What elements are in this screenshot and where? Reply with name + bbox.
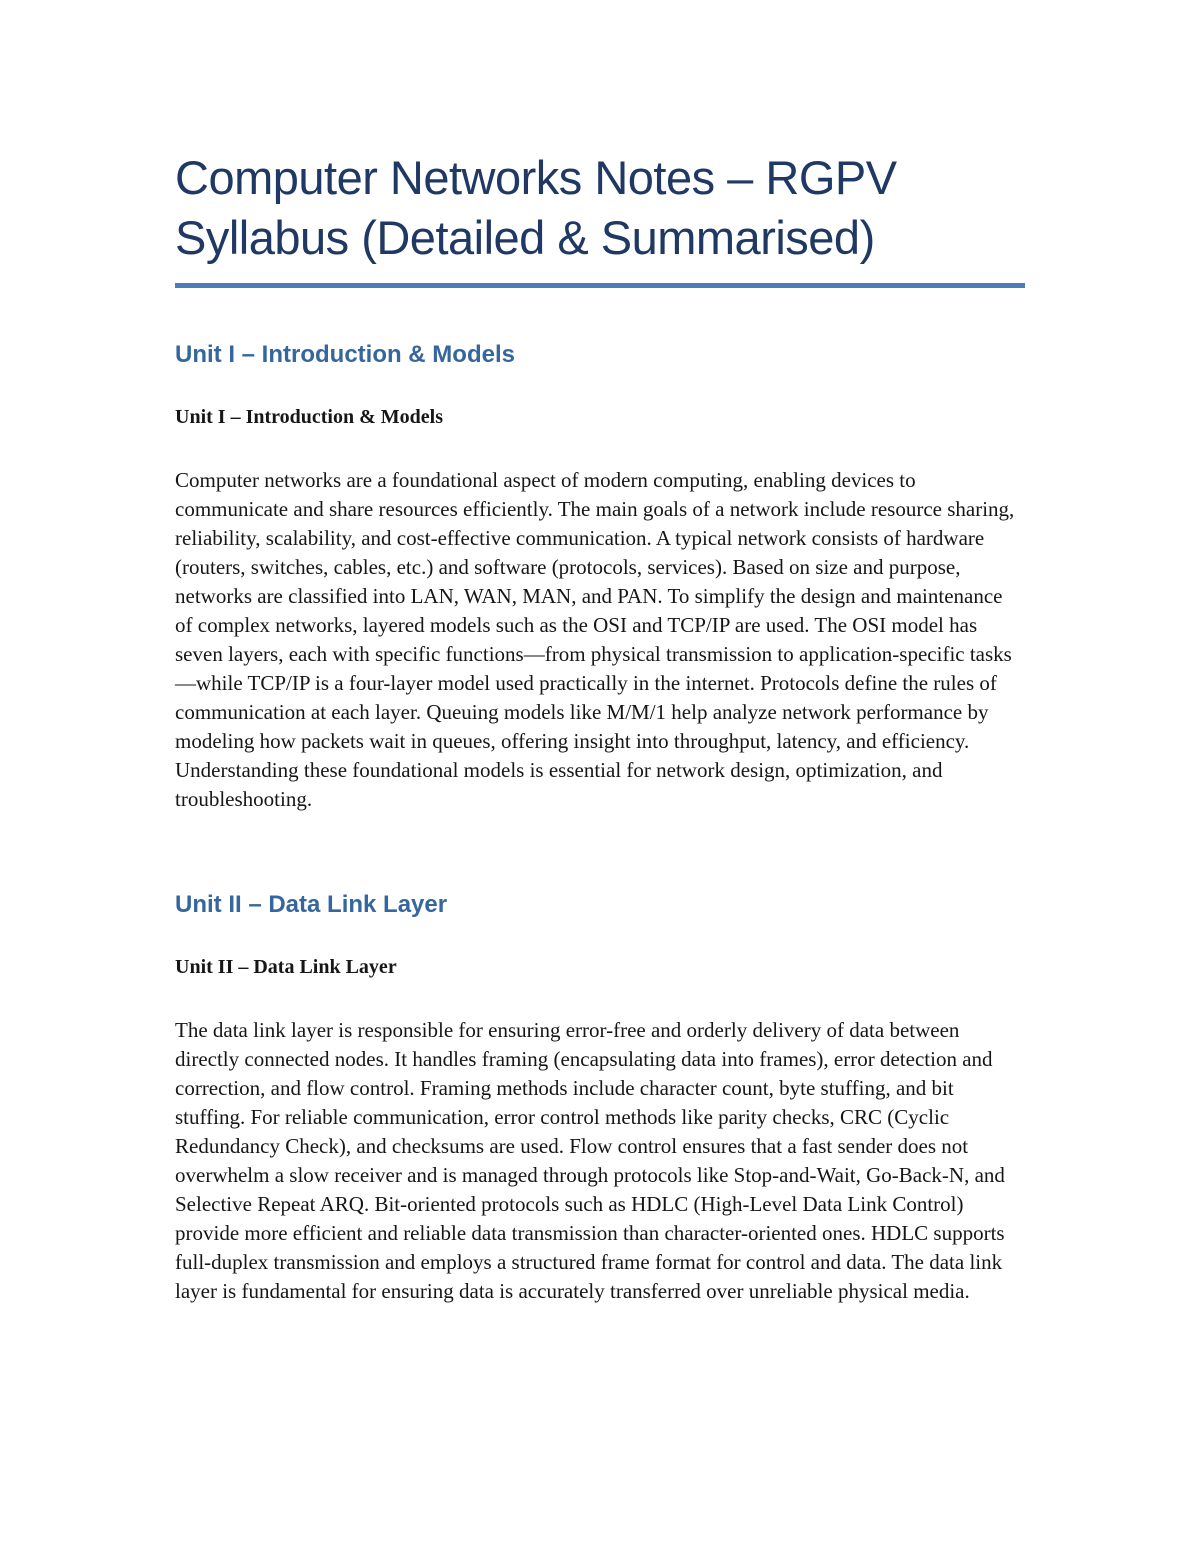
section-unit-1 xyxy=(175,340,1025,814)
unit-1-body-paragraph: Computer networks are a foundational aspect of modern computing, enabling devices to communicate and share resources efficiently. The main goals of a network include resource sharing, reliability, scalability, and cost-effective communication. A typical network consists of hardware (routers, switches, cables, etc.) and software (protocols, services). Based on size and purpose, networks are classified into LAN, WAN, MAN, and PAN. To simplify the design and maintenance of complex networks, layered models such as the OSI and TCP/IP are used. The OSI model has seven layers, each with specific functions—from physical transmission to application-specific tasks—while TCP/IP is a four-layer model used practically in the internet. Protocols define the rules of communication at each layer. Queuing models like M/M/1 help analyze network performance by modeling how packets wait in queues, offering insight into throughput, latency, and efficiency. Understanding these foundational models is essential for network design, optimization, and troubleshooting. xyxy=(175,468,1015,811)
unit-2-heading: Unit II – Data Link Layer xyxy=(175,891,448,918)
unit-1-heading: Unit I – Introduction & Models xyxy=(175,341,515,368)
unit-2-body-paragraph: The data link layer is responsible for ensuring error-free and orderly delivery of data between directly connected nodes. It handles framing (encapsulating data into frames), error detection and correction, and flow control. Framing methods include character count, byte stuffing, and bit stuffing. For reliable communication, error control methods like parity checks, CRC (Cyclic Redundancy Check), and checksums are used. Flow control ensures that a fast sender does not overwhelm a slow receiver and is managed through protocols like Stop-and-Wait, Go-Back-N, and Selective Repeat ARQ. Bit-oriented protocols such as HDLC (High-Level Data Link Control) provide more efficient and reliable data transmission than character-oriented ones. HDLC supports full-duplex transmission and employs a structured frame format for control and data. The data link layer is fundamental for ensuring data is accurately transferred over unreliable physical media. xyxy=(175,1018,1005,1303)
title-divider-rule xyxy=(175,283,1025,288)
unit-1-subheading: Unit I – Introduction & Models xyxy=(175,406,443,428)
section-unit-2 xyxy=(175,890,1025,1306)
unit-2-subheading: Unit II – Data Link Layer xyxy=(175,956,397,978)
document-title: Computer Networks Notes – RGPV Syllabus (Detailed & Summarised) xyxy=(175,151,897,264)
